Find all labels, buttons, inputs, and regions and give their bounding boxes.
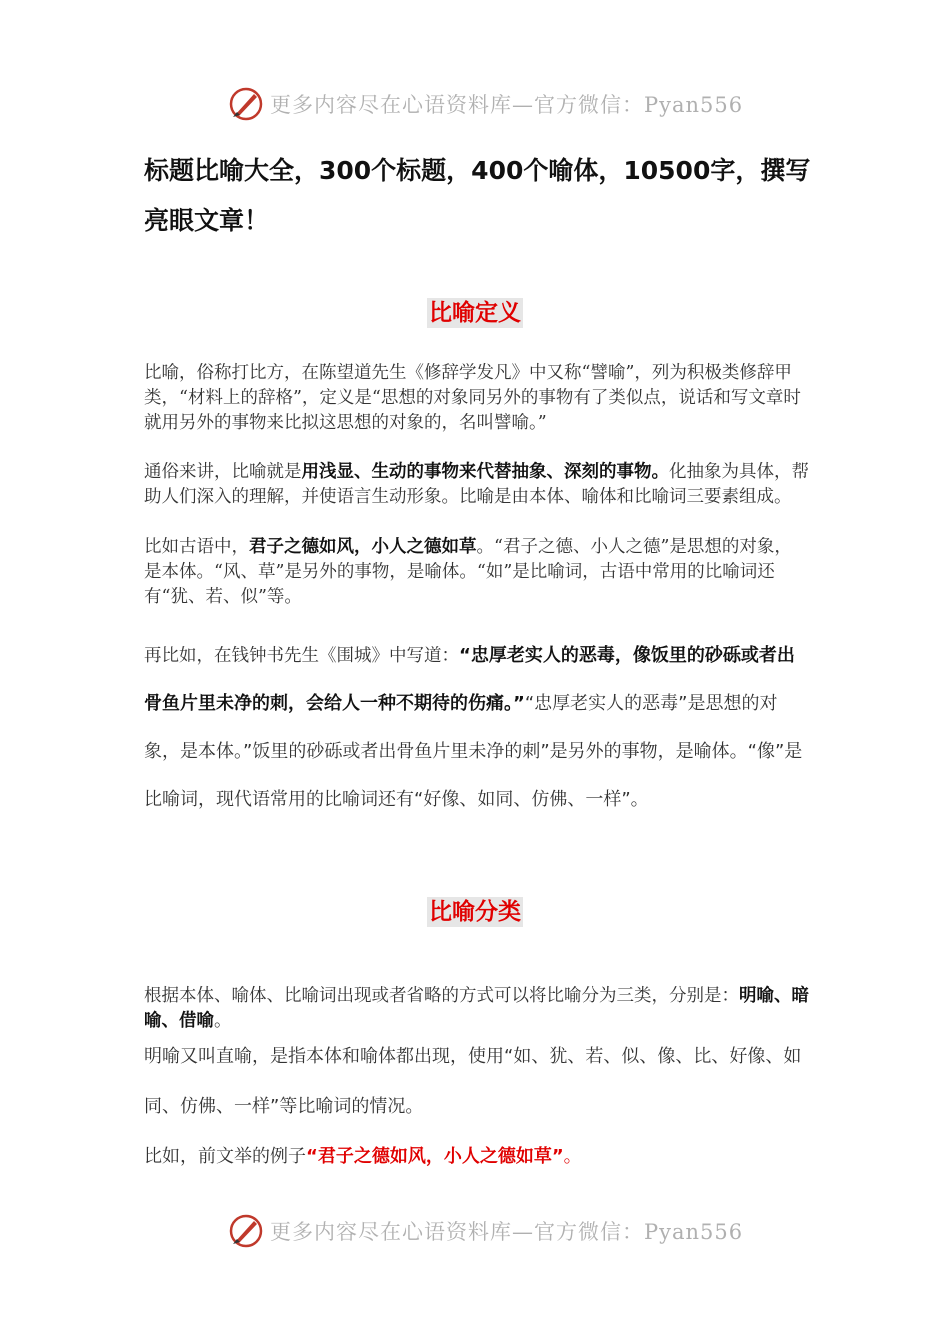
- pen-circle-logo-icon: [228, 1213, 264, 1249]
- definition-paragraph-text: 比喻，俗称打比方，在陈望道先生《修辞学发凡》中又称“譬喻”，列为积极类修辞甲类，“材料上的辞格”，定义是“思想的对象同另外的事物有了类似点，说话和写文章时就用另外的事物来比拟这思想的对象的，名叫譬喻。”: [144, 363, 801, 433]
- section-heading-definition-text: 比喻定义: [429, 300, 521, 326]
- plain-explanation-emphasis: 用浅显、生动的事物来代替抽象、深刻的事物。: [301, 462, 669, 482]
- plain-explanation-paragraph: [144, 460, 809, 510]
- modern-example-text-a: 再比如，在钱钟书先生《围城》中写道：: [144, 646, 459, 666]
- classification-text-c: 。: [214, 1010, 232, 1031]
- ancient-example-paragraph: [144, 535, 809, 609]
- simile-example-text-a: 比如，前文举的例子: [144, 1146, 306, 1167]
- section-heading-classification-text: 比喻分类: [429, 899, 521, 925]
- ancient-example-text-c: 。“君子之德、小人之德”是思想的对象，是本体。“风、草”是另外的事物，是喻体。“如”是比喻词，古语中常用的比喻词还有“犹、若、似”等。: [144, 537, 792, 607]
- header-banner: [228, 84, 748, 124]
- modern-example-emphasis: “忠厚老实人的恶毒，像饭里的砂砾或者出骨鱼片里未净的刺，会给人一种不期待的伤痛。”: [144, 645, 795, 714]
- plain-explanation-text-a: 通俗来讲，比喻就是: [144, 462, 302, 482]
- footer-banner: [228, 1211, 748, 1251]
- modern-example-text-c: “忠厚老实人的恶毒”是思想的对象，是本体。”饭里的砂砾或者出骨鱼片里未净的刺”是另外的事物，是喻体。“像”是比喻词，现代语常用的比喻词还有“好像、如同、仿佛、一样”。: [144, 693, 803, 810]
- document-title: 标题比喻大全，300个标题，400个喻体，10500字，撰写亮眼文章！: [144, 156, 811, 235]
- pen-circle-logo-icon: [228, 86, 264, 122]
- simile-example-paragraph: [144, 1132, 809, 1182]
- simile-example-emphasis: “君子之德如风，小人之德如草”: [306, 1146, 564, 1167]
- classification-paragraph: [144, 984, 809, 1034]
- section-heading-definition: [0, 294, 950, 327]
- simile-example-text-c: 。: [563, 1146, 582, 1167]
- classification-text-a: 根据本体、喻体、比喻词出现或者省略的方式可以将比喻分为三类，分别是：: [144, 986, 739, 1006]
- ancient-example-emphasis: 君子之德如风，小人之德如草: [249, 537, 477, 557]
- section-heading-classification: [0, 893, 950, 926]
- definition-paragraph: [144, 361, 809, 435]
- simile-definition-paragraph: [144, 1032, 809, 1132]
- classification-emphasis: 明喻、暗喻、借喻: [144, 986, 809, 1031]
- header-banner-text: 更多内容尽在心语资料库—官方微信：Pyan556: [270, 93, 744, 117]
- ancient-example-text-a: 比如古语中，: [144, 537, 249, 557]
- simile-definition-text: 明喻又叫直喻，是指本体和喻体都出现，使用“如、犹、若、似、像、比、好像、如同、仿佛、一样”等比喻词的情况。: [144, 1046, 802, 1117]
- modern-example-paragraph: [144, 632, 809, 824]
- plain-explanation-text-c: 化抽象为具体，帮助人们深入的理解，并使语言生动形象。比喻是由本体、喻体和比喻词三要素组成。: [144, 462, 809, 507]
- footer-banner-text: 更多内容尽在心语资料库—官方微信：Pyan556: [270, 1220, 744, 1244]
